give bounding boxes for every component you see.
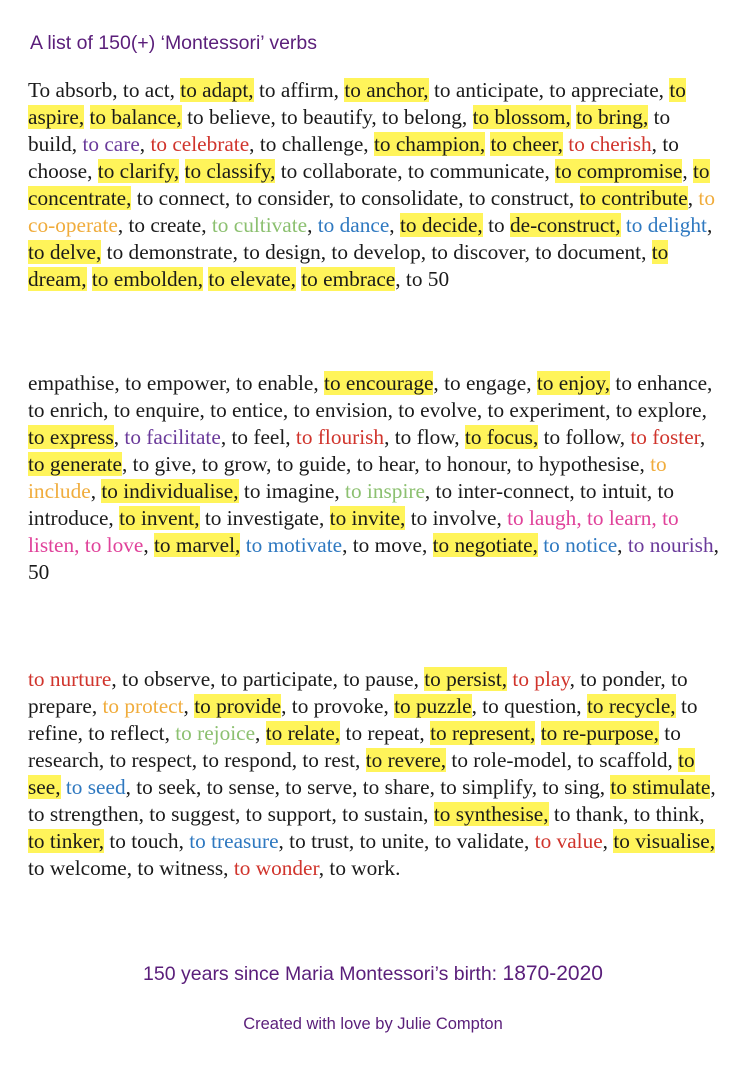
verb-text: , bbox=[687, 186, 699, 210]
verb-text: , bbox=[617, 533, 628, 557]
verb-text: to role-model, to scaffold, bbox=[446, 748, 679, 772]
verb-text: , to ponder, to prepare, bbox=[28, 667, 688, 718]
highlighted-verb: to decide, bbox=[399, 213, 483, 237]
colored-verb: to laugh, to learn, to listen, to love bbox=[28, 506, 679, 557]
colored-verb: to facilitate bbox=[124, 425, 221, 449]
verb-text: , bbox=[602, 829, 614, 853]
highlighted-verb: to adapt, bbox=[180, 78, 254, 102]
verb-text: , bbox=[699, 425, 706, 449]
highlighted-verb: to invent, bbox=[119, 506, 200, 530]
verb-text: to collaborate, to communicate, bbox=[275, 159, 556, 183]
verb-text bbox=[179, 159, 184, 183]
verb-text: to touch, bbox=[104, 829, 190, 853]
highlighted-verb: to puzzle bbox=[394, 694, 472, 718]
highlighted-verb: to dream, bbox=[28, 240, 669, 291]
highlighted-verb: to contribute bbox=[579, 186, 688, 210]
highlighted-verb: to compromise bbox=[555, 159, 683, 183]
verb-text: , to 50 bbox=[395, 267, 450, 291]
colored-verb: to celebrate bbox=[150, 132, 250, 156]
verb-text: , bbox=[183, 694, 195, 718]
colored-verb: to co-operate bbox=[28, 186, 715, 237]
verb-text: to follow, bbox=[538, 425, 631, 449]
verb-text: , to trust, to unite, to validate, bbox=[278, 829, 535, 853]
highlighted-verb: to clarify, bbox=[97, 159, 180, 183]
verb-text: to imagine, bbox=[238, 479, 346, 503]
highlighted-verb: to relate, bbox=[265, 721, 341, 745]
verb-text: to connect, to consider, to consolidate, to construct, bbox=[131, 186, 580, 210]
highlighted-verb: to aspire, bbox=[28, 78, 686, 129]
verb-text: empathise, to empower, to enable, bbox=[28, 371, 325, 395]
verb-text: to involve, bbox=[405, 506, 508, 530]
verb-text: , bbox=[389, 213, 400, 237]
colored-verb: to wonder bbox=[233, 856, 319, 880]
colored-verb: to flourish bbox=[295, 425, 385, 449]
verb-text: , to give, to grow, to guide, to hear, to honour, to hypothesise, bbox=[122, 452, 651, 476]
verb-text: , bbox=[682, 159, 693, 183]
anniversary-years: 1870-2020 bbox=[502, 962, 603, 985]
verb-text: , to work. bbox=[318, 856, 401, 880]
highlighted-verb: to negotiate, bbox=[432, 533, 538, 557]
verb-text: , bbox=[255, 721, 266, 745]
highlighted-verb: to champion, bbox=[373, 132, 486, 156]
highlighted-verb: to generate bbox=[28, 452, 123, 476]
highlighted-verb: to see, bbox=[28, 748, 695, 799]
colored-verb: to cultivate bbox=[211, 213, 308, 237]
verb-text: , to question, bbox=[471, 694, 587, 718]
verb-text: , bbox=[307, 213, 318, 237]
highlighted-verb: to individualise, bbox=[101, 479, 239, 503]
highlighted-verb: de-construct, bbox=[509, 213, 621, 237]
verb-text: , to feel, bbox=[220, 425, 296, 449]
colored-verb: to treasure bbox=[189, 829, 279, 853]
verb-text: , to seek, to sense, to serve, to share, to simplify, to sing, bbox=[125, 775, 611, 799]
verb-text: , bbox=[113, 425, 125, 449]
verb-text: to investigate, bbox=[199, 506, 330, 530]
highlighted-verb: to embolden, bbox=[91, 267, 204, 291]
verb-text: , to flow, bbox=[384, 425, 465, 449]
highlighted-verb: to classify, bbox=[184, 159, 276, 183]
colored-verb: to seed bbox=[65, 775, 126, 799]
verb-text: , to move, bbox=[342, 533, 433, 557]
verb-text: to anticipate, to appreciate, bbox=[428, 78, 670, 102]
highlighted-verb: to elevate, bbox=[208, 267, 296, 291]
colored-verb: to include bbox=[28, 452, 667, 503]
highlighted-verb: to encourage bbox=[324, 371, 434, 395]
verb-text: , bbox=[139, 132, 151, 156]
verb-text: to enhance, to enrich, to enquire, to entice, to envision, to evolve, to experiment, to explore, bbox=[28, 371, 713, 422]
highlighted-verb: to focus, bbox=[464, 425, 539, 449]
highlighted-verb: to persist, bbox=[424, 667, 508, 691]
colored-verb: to notice bbox=[543, 533, 618, 557]
verb-text: , bbox=[143, 533, 155, 557]
colored-verb: to nourish bbox=[627, 533, 714, 557]
highlighted-verb: to delve, bbox=[28, 240, 102, 264]
verb-text: to repeat, bbox=[340, 721, 431, 745]
colored-verb: to motivate bbox=[245, 533, 343, 557]
verb-text: , 50 bbox=[28, 533, 719, 584]
colored-verb: to care bbox=[82, 132, 140, 156]
colored-verb: to nurture bbox=[28, 667, 112, 691]
highlighted-verb: to provide bbox=[194, 694, 282, 718]
verb-text: to believe, to beautify, to belong, bbox=[181, 105, 473, 129]
verb-text bbox=[84, 105, 89, 129]
verb-text: , bbox=[90, 479, 102, 503]
anniversary-line bbox=[0, 962, 746, 986]
colored-verb: to play bbox=[512, 667, 570, 691]
verb-text: , to observe, to participate, to pause, bbox=[111, 667, 425, 691]
verb-text: , to create, bbox=[117, 213, 212, 237]
verbs-paragraph-3 bbox=[28, 666, 720, 882]
verb-text: to build, bbox=[28, 105, 671, 156]
highlighted-verb: to tinker, bbox=[28, 829, 105, 853]
verb-text: to thank, to think, bbox=[548, 802, 705, 826]
verb-text: To absorb, to act, bbox=[28, 78, 181, 102]
highlighted-verb: to represent, bbox=[430, 721, 536, 745]
verb-text: , to choose, bbox=[28, 132, 679, 183]
verb-text: , to challenge, bbox=[249, 132, 374, 156]
highlighted-verb: to balance, bbox=[89, 105, 182, 129]
verbs-paragraph-2 bbox=[28, 370, 720, 586]
verb-text: , to strengthen, to suggest, to support, to sustain, bbox=[28, 775, 716, 826]
highlighted-verb: to re-purpose, bbox=[540, 721, 659, 745]
verb-text: , bbox=[706, 213, 713, 237]
highlighted-verb: to revere, bbox=[365, 748, 447, 772]
highlighted-verb: to embrace bbox=[301, 267, 396, 291]
colored-verb: to foster bbox=[630, 425, 700, 449]
highlighted-verb: to anchor, bbox=[344, 78, 429, 102]
verb-text bbox=[535, 721, 540, 745]
colored-verb: to protect bbox=[102, 694, 184, 718]
verb-text: to bbox=[482, 213, 510, 237]
highlighted-verb: to cheer, bbox=[490, 132, 563, 156]
highlighted-verb: to express bbox=[28, 425, 114, 449]
credit-line: Created with love by Julie Compton bbox=[243, 1015, 503, 1033]
highlighted-verb: to visualise, bbox=[613, 829, 716, 853]
verb-text: to refine, to reflect, bbox=[28, 694, 698, 745]
colored-verb: to cherish bbox=[568, 132, 652, 156]
highlighted-verb: to concentrate, bbox=[28, 159, 710, 210]
verb-text: to research, to respect, to respond, to rest, bbox=[28, 721, 681, 772]
verb-text: to demonstrate, to design, to develop, to discover, to document, bbox=[101, 240, 652, 264]
highlighted-verb: to invite, bbox=[329, 506, 406, 530]
verb-text: , to provoke, bbox=[281, 694, 395, 718]
verb-text: , to engage, bbox=[433, 371, 537, 395]
colored-verb: to rejoice bbox=[175, 721, 256, 745]
colored-verb: to inspire bbox=[345, 479, 425, 503]
highlighted-verb: to marvel, bbox=[154, 533, 241, 557]
verb-text: to affirm, bbox=[253, 78, 345, 102]
highlighted-verb: to recycle, bbox=[586, 694, 676, 718]
highlighted-verb: to synthesise, bbox=[433, 802, 549, 826]
highlighted-verb: to blossom, bbox=[472, 105, 571, 129]
anniversary-text: 150 years since Maria Montessori’s birth: bbox=[143, 963, 503, 985]
verbs-paragraph-1 bbox=[28, 77, 720, 293]
verb-text: , to inter-connect, to intuit, to introduce, bbox=[28, 479, 675, 530]
highlighted-verb: to stimulate bbox=[610, 775, 711, 799]
page-title: A list of 150(+) ‘Montessori’ verbs bbox=[30, 32, 318, 54]
verb-text: to welcome, to witness, bbox=[28, 856, 234, 880]
colored-verb: to dance bbox=[317, 213, 390, 237]
highlighted-verb: to bring, bbox=[576, 105, 649, 129]
colored-verb: to value bbox=[534, 829, 603, 853]
highlighted-verb: to enjoy, bbox=[536, 371, 611, 395]
colored-verb: to delight bbox=[625, 213, 707, 237]
